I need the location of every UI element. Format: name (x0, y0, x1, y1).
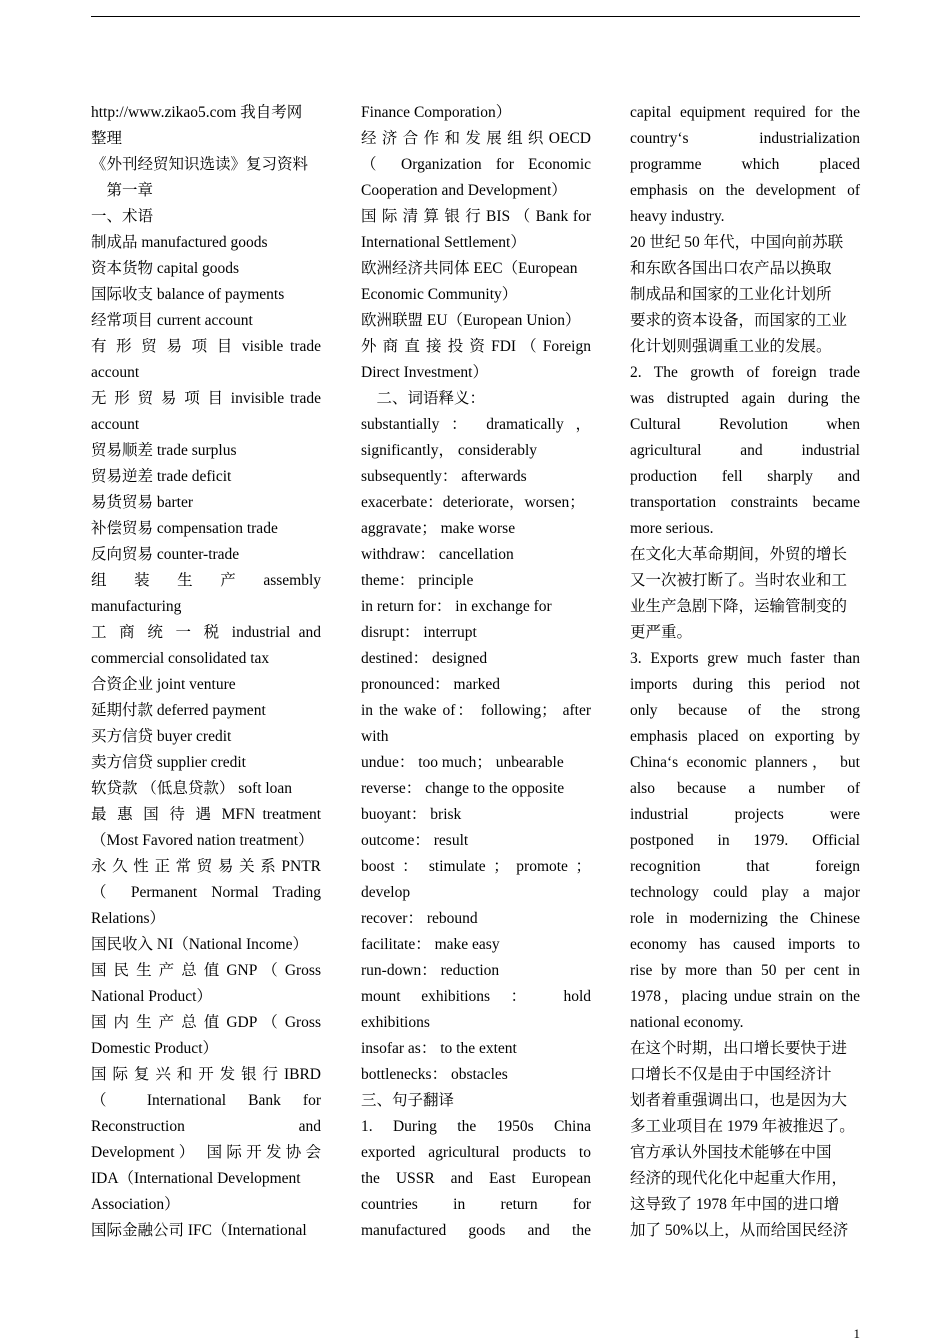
text-line: industrial projects were (630, 806, 860, 823)
text-line: run-down： reduction (361, 962, 500, 979)
text-line: countries in return for (361, 1196, 591, 1213)
text-line: 反向贸易 counter-trade (91, 546, 240, 563)
text-line: 外 商 直 接 投 资 FDI （ Foreign (361, 338, 591, 355)
text-line: account (91, 416, 140, 433)
text-line: 国民收入 NI（National Income） (91, 936, 308, 953)
text-line: 卖方信贷 supplier credit (91, 754, 246, 771)
text-line: 延期付款 deferred payment (91, 702, 266, 719)
text-line: 永 久 性 正 常 贸 易 关 系 PNTR (91, 858, 321, 875)
text-line: 软贷款 （低息贷款） soft loan (91, 780, 293, 797)
text-line: mount exhibitions ： hold (361, 988, 591, 1005)
text-column-left (91, 100, 321, 1244)
text-line: 2. The growth of foreign trade (630, 364, 860, 381)
text-line: 划者着重强调出口，也是因为大 (630, 1092, 848, 1109)
text-line: 20 世纪 50 年代，中国向前苏联 (630, 234, 844, 251)
text-line: withdraw： cancellation (361, 546, 514, 563)
text-line: exhibitions (361, 1014, 430, 1031)
text-line: China‘s economic planners， but (630, 754, 860, 771)
text-line: capital equipment required for the (630, 104, 860, 121)
text-line: 多工业项目在 1979 年被推迟了。 (630, 1118, 855, 1135)
text-line: 在文化大革命期间，外贸的增长 (630, 546, 848, 563)
text-line: 加了 50%以上，从而给国民经济 (630, 1222, 849, 1239)
text-line: transportation constraints became (630, 494, 860, 511)
text-line: 贸易顺差 trade surplus (91, 442, 237, 459)
text-line: 1. During the 1950s China (361, 1118, 591, 1135)
text-line: subsequently： afterwards (361, 468, 527, 485)
text-line: 一、术语 (91, 208, 154, 225)
text-line: 国际金融公司 IFC（International (91, 1222, 307, 1239)
text-line: role in modernizing the Chinese (630, 910, 860, 927)
text-line: exacerbate：deteriorate，worsen； (361, 494, 585, 511)
text-line: imports during this period not (630, 676, 860, 693)
text-line: 3. Exports grew much faster than (630, 650, 860, 667)
text-column-middle (361, 100, 591, 1244)
text-line: theme： principle (361, 572, 474, 589)
text-line: rise by more than 50 per cent in (630, 962, 860, 979)
text-line: reverse： change to the opposite (361, 780, 565, 797)
text-line: Cooperation and Development） (361, 182, 567, 199)
text-line: manufacturing (91, 598, 182, 615)
text-line: 国 民 生 产 总 值 GNP （ Gross (91, 962, 321, 979)
text-line: 国际收支 balance of payments (91, 286, 285, 303)
text-line: 经济的现代化化中起重大作用， (630, 1170, 848, 1187)
text-line: Domestic Product） (91, 1040, 218, 1057)
text-line: 1978，placing undue strain on the (630, 988, 860, 1005)
text-line: heavy industry. (630, 208, 725, 225)
text-line: 贸易逆差 trade deficit (91, 468, 232, 485)
text-line: Association） (91, 1196, 180, 1213)
text-line: 欧洲经济共同体 EEC（European (361, 260, 578, 277)
text-line: bottlenecks： obstacles (361, 1066, 508, 1083)
text-line: 业生产急剧下降，运输管制变的 (630, 598, 848, 615)
text-line: facilitate： make easy (361, 936, 500, 953)
text-line: recognition that foreign (630, 858, 860, 875)
text-line: pronounced： marked (361, 676, 501, 693)
text-line: more serious. (630, 520, 714, 537)
text-line: with (361, 728, 389, 745)
text-line: 无 形 贸 易 项 目 invisible trade (91, 390, 321, 407)
text-line: （ Permanent Normal Trading (91, 884, 321, 901)
text-line: substantially ： dramatically ， (361, 416, 591, 433)
text-line: also because a number of (630, 780, 860, 797)
text-line: was distrupted again during the (630, 390, 860, 407)
text-line: develop (361, 884, 411, 901)
text-line: Economic Community） (361, 286, 518, 303)
text-line: 组 装 生 产 assembly (91, 572, 321, 589)
text-line: 三、句子翻译 (361, 1092, 455, 1109)
text-line: emphasis placed on exporting by (630, 728, 860, 745)
text-line: manufactured goods and the (361, 1222, 591, 1239)
text-line: IDA（International Development (91, 1170, 301, 1187)
text-line: 整理 (91, 130, 123, 147)
text-line: technology could play a major (630, 884, 860, 901)
text-line: commercial consolidated tax (91, 650, 270, 667)
text-line: 有 形 贸 易 项 目 visible trade (91, 338, 321, 355)
text-line: 工 商 统 一 税 industrial and (91, 624, 321, 641)
text-line: 又一次被打断了。当时农业和工 (630, 572, 848, 589)
text-line: 要求的资本设备，而国家的工业 (630, 312, 848, 329)
text-line: postponed in 1979. Official (630, 832, 860, 849)
text-line: 补偿贸易 compensation trade (91, 520, 278, 537)
text-line: 经常项目 current account (91, 312, 253, 329)
text-line: destined： designed (361, 650, 488, 667)
text-line: in return for： in exchange for (361, 598, 552, 615)
text-line: national economy. (630, 1014, 744, 1031)
text-line: 制成品 manufactured goods (91, 234, 268, 251)
text-line: in the wake of： following； after (361, 702, 591, 719)
text-line: 在这个时期，出口增长要快于进 (630, 1040, 848, 1057)
text-line: 易货贸易 barter (91, 494, 194, 511)
text-line: （ Organization for Economic (361, 156, 591, 173)
text-line: agricultural and industrial (630, 442, 860, 459)
text-line: 这导致了 1978 年中国的进口增 (630, 1196, 840, 1213)
text-line: 欧洲联盟 EU（European Union） (361, 312, 581, 329)
text-line: 买方信贷 buyer credit (91, 728, 232, 745)
text-line: undue： too much； unbearable (361, 754, 564, 771)
text-line: significantly， considerably (361, 442, 538, 459)
text-line: 国 内 生 产 总 值 GDP （ Gross (91, 1014, 321, 1031)
text-line: 制成品和国家的工业化计划所 (630, 286, 832, 303)
text-line: Relations） (91, 910, 166, 927)
text-line: 和东欧各国出口农产品以换取 (630, 260, 832, 277)
text-line: buoyant： brisk (361, 806, 462, 823)
text-line: boost ： stimulate ； promote ； (361, 858, 591, 875)
text-line: 经 济 合 作 和 发 展 组 织 OECD (361, 130, 591, 147)
text-line: 资本货物 capital goods (91, 260, 240, 277)
header-rule (91, 16, 860, 17)
text-line: http://www.zikao5.com 我自考网 (91, 104, 303, 121)
text-line: National Product） (91, 988, 212, 1005)
text-line: country‘s industrialization (630, 130, 860, 147)
text-line: emphasis on the development of (630, 182, 860, 199)
page-number: 1 (853, 1326, 860, 1341)
text-line: account (91, 364, 140, 381)
text-line: 官方承认外国技术能够在中国 (630, 1144, 832, 1161)
text-line: （Most Favored nation treatment） (91, 832, 314, 849)
text-line: 口增长不仅是由于中国经济计 (630, 1066, 832, 1083)
text-line: only because of the strong (630, 702, 860, 719)
text-line: 合资企业 joint venture (91, 676, 236, 693)
text-line: aggravate； make worse (361, 520, 516, 537)
text-line: 化计划则强调重工业的发展。 (630, 338, 832, 355)
text-line: 二、词语释义： (361, 390, 486, 407)
text-line: insofar as： to the extent (361, 1040, 517, 1057)
text-line: economy has caused imports to (630, 936, 860, 953)
text-line: Development） 国际开发协会 (91, 1144, 321, 1161)
text-line: production fell sharply and (630, 468, 860, 485)
text-line: 《外刊经贸知识选读》复习资料 (91, 156, 309, 173)
text-line: Reconstruction and (91, 1118, 321, 1135)
text-line: disrupt： interrupt (361, 624, 477, 641)
text-line: Cultural Revolution when (630, 416, 860, 433)
text-line: Finance Comporation） (361, 104, 512, 121)
text-line: International Settlement） (361, 234, 526, 251)
text-line: outcome： result (361, 832, 469, 849)
text-line: 最 惠 国 待 遇 MFN treatment (91, 806, 321, 823)
text-line: 国 际 清 算 银 行 BIS （ Bank for (361, 208, 591, 225)
text-line: programme which placed (630, 156, 860, 173)
text-column-right (630, 100, 860, 1244)
text-line: recover： rebound (361, 910, 478, 927)
text-line: （ International Bank for (91, 1092, 321, 1109)
text-line: 第一章 (91, 182, 154, 199)
text-line: 更严重。 (630, 624, 693, 641)
text-line: Direct Investment） (361, 364, 488, 381)
text-line: the USSR and East European (361, 1170, 591, 1187)
text-line: 国 际 复 兴 和 开 发 银 行 IBRD (91, 1066, 321, 1083)
text-line: exported agricultural products to (361, 1144, 591, 1161)
